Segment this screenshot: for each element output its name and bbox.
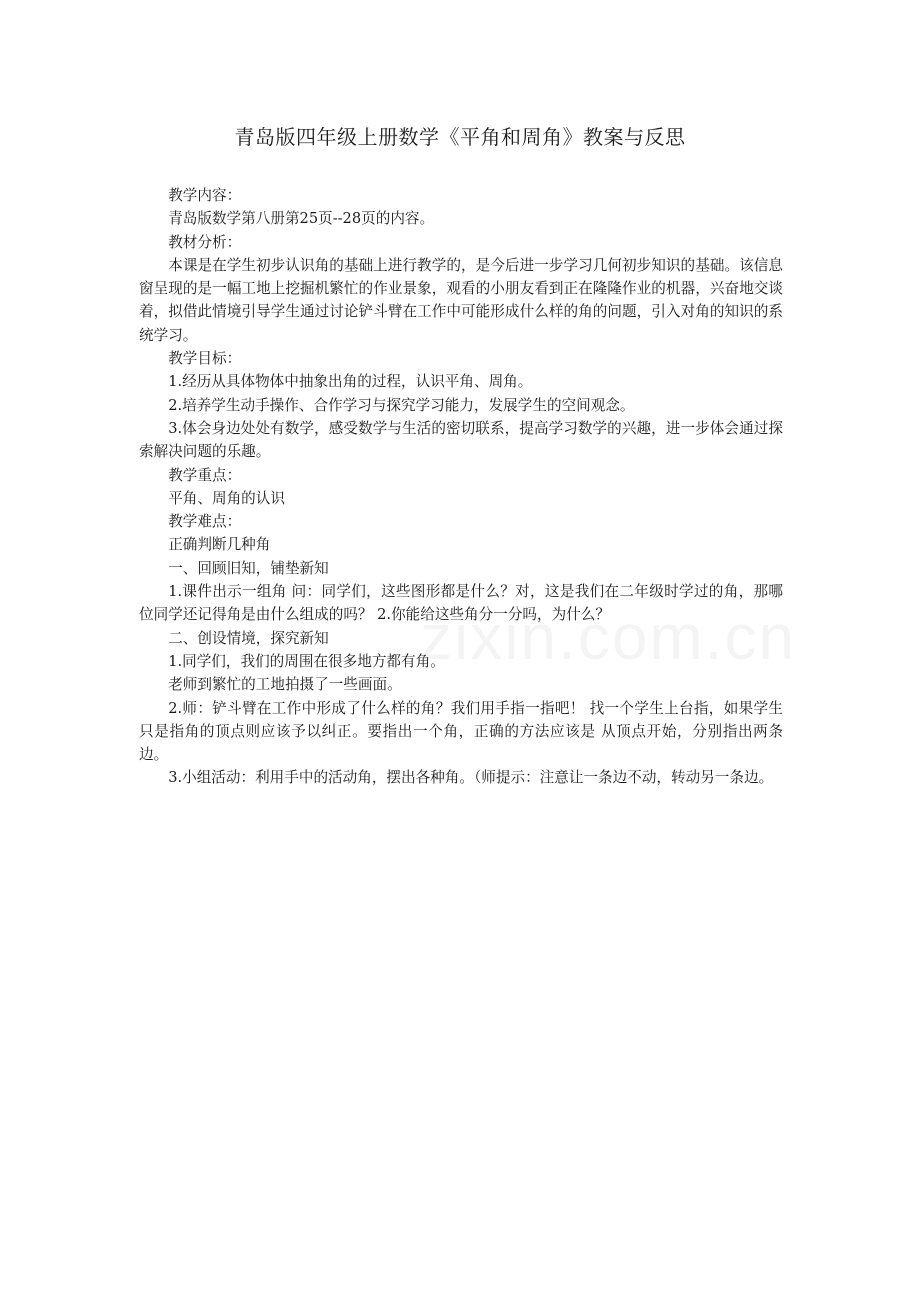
paragraph-goal-1: 1.经历从具体物体中抽象出角的过程，认识平角、周角。	[168, 373, 533, 391]
paragraph-section-2-heading: 二、创设情境，探究新知	[168, 629, 329, 647]
paragraph-difficulty-heading: 教学难点：	[168, 513, 242, 531]
paragraph-difficulty: 正确判断几种角	[168, 536, 271, 554]
paragraph-goal-3: 3.体会身边处处有数学，感受数学与生活的密切联系，提高学习数学的兴趣，进一步体会通过探索解决问题的乐趣。	[139, 419, 783, 461]
paragraph-analysis: 本课是在学生初步认识角的基础上进行教学的，是今后进一步学习几何初步知识的基础。该信息窗呈现的是一幅工地上挖掘机繁忙的作业景象，观看的小朋友看到正在隆隆作业的机器，兴奋地交谈着，拟借此情境引导学生通过讨论铲斗臂在工作中可能形成什么样的角的问题，引入对角的知识的系统学习。	[139, 256, 783, 344]
document-body	[139, 184, 783, 790]
paragraph-content: 青岛版数学第八册第25页--28页的内容。	[168, 210, 435, 228]
paragraph-section-2-item-2: 2.师：铲斗臂在工作中形成了什么样的角？我们用手指一指吧！ 找一个学生上台指，如果学生只是指角的顶点则应该予以纠正。要指出一个角，正确的方法应该是 从顶点开始，分别指出两条边。	[139, 699, 783, 764]
paragraph-goals-heading: 教学目标：	[168, 350, 242, 368]
paragraph-section-2-item-1: 1.同学们，我们的周围在很多地方都有角。	[168, 652, 445, 670]
paragraph-key: 平角、周角的认识	[168, 489, 285, 507]
paragraph-key-heading: 教学重点：	[168, 466, 242, 484]
paragraph-analysis-heading: 教材分析：	[168, 233, 242, 251]
paragraph-section-2-item-3: 3.小组活动：利用手中的活动角，摆出各种角。（师提示：注意让一条边不动，转动另一条边。	[168, 769, 774, 787]
paragraph-content-heading: 教学内容：	[168, 187, 242, 204]
paragraph-section-2-item-1b: 老师到繁忙的工地拍摄了一些画面。	[168, 676, 402, 694]
paragraph-goal-2: 2.培养学生动手操作、合作学习与探究学习能力，发展学生的空间观念。	[168, 396, 635, 414]
document-title: 青岛版四年级上册数学《平角和周角》教案与反思	[234, 125, 686, 149]
paragraph-section-1-heading: 一、回顾旧知，铺垫新知	[168, 559, 329, 577]
paragraph-section-1-item-1: 1.课件出示一组角 问：同学们，这些图形都是什么？对，这是我们在二年级时学过的角，那哪位同学还记得角是由什么组成的吗？ 2.你能给这些角分一分吗，为什么？	[139, 583, 783, 624]
